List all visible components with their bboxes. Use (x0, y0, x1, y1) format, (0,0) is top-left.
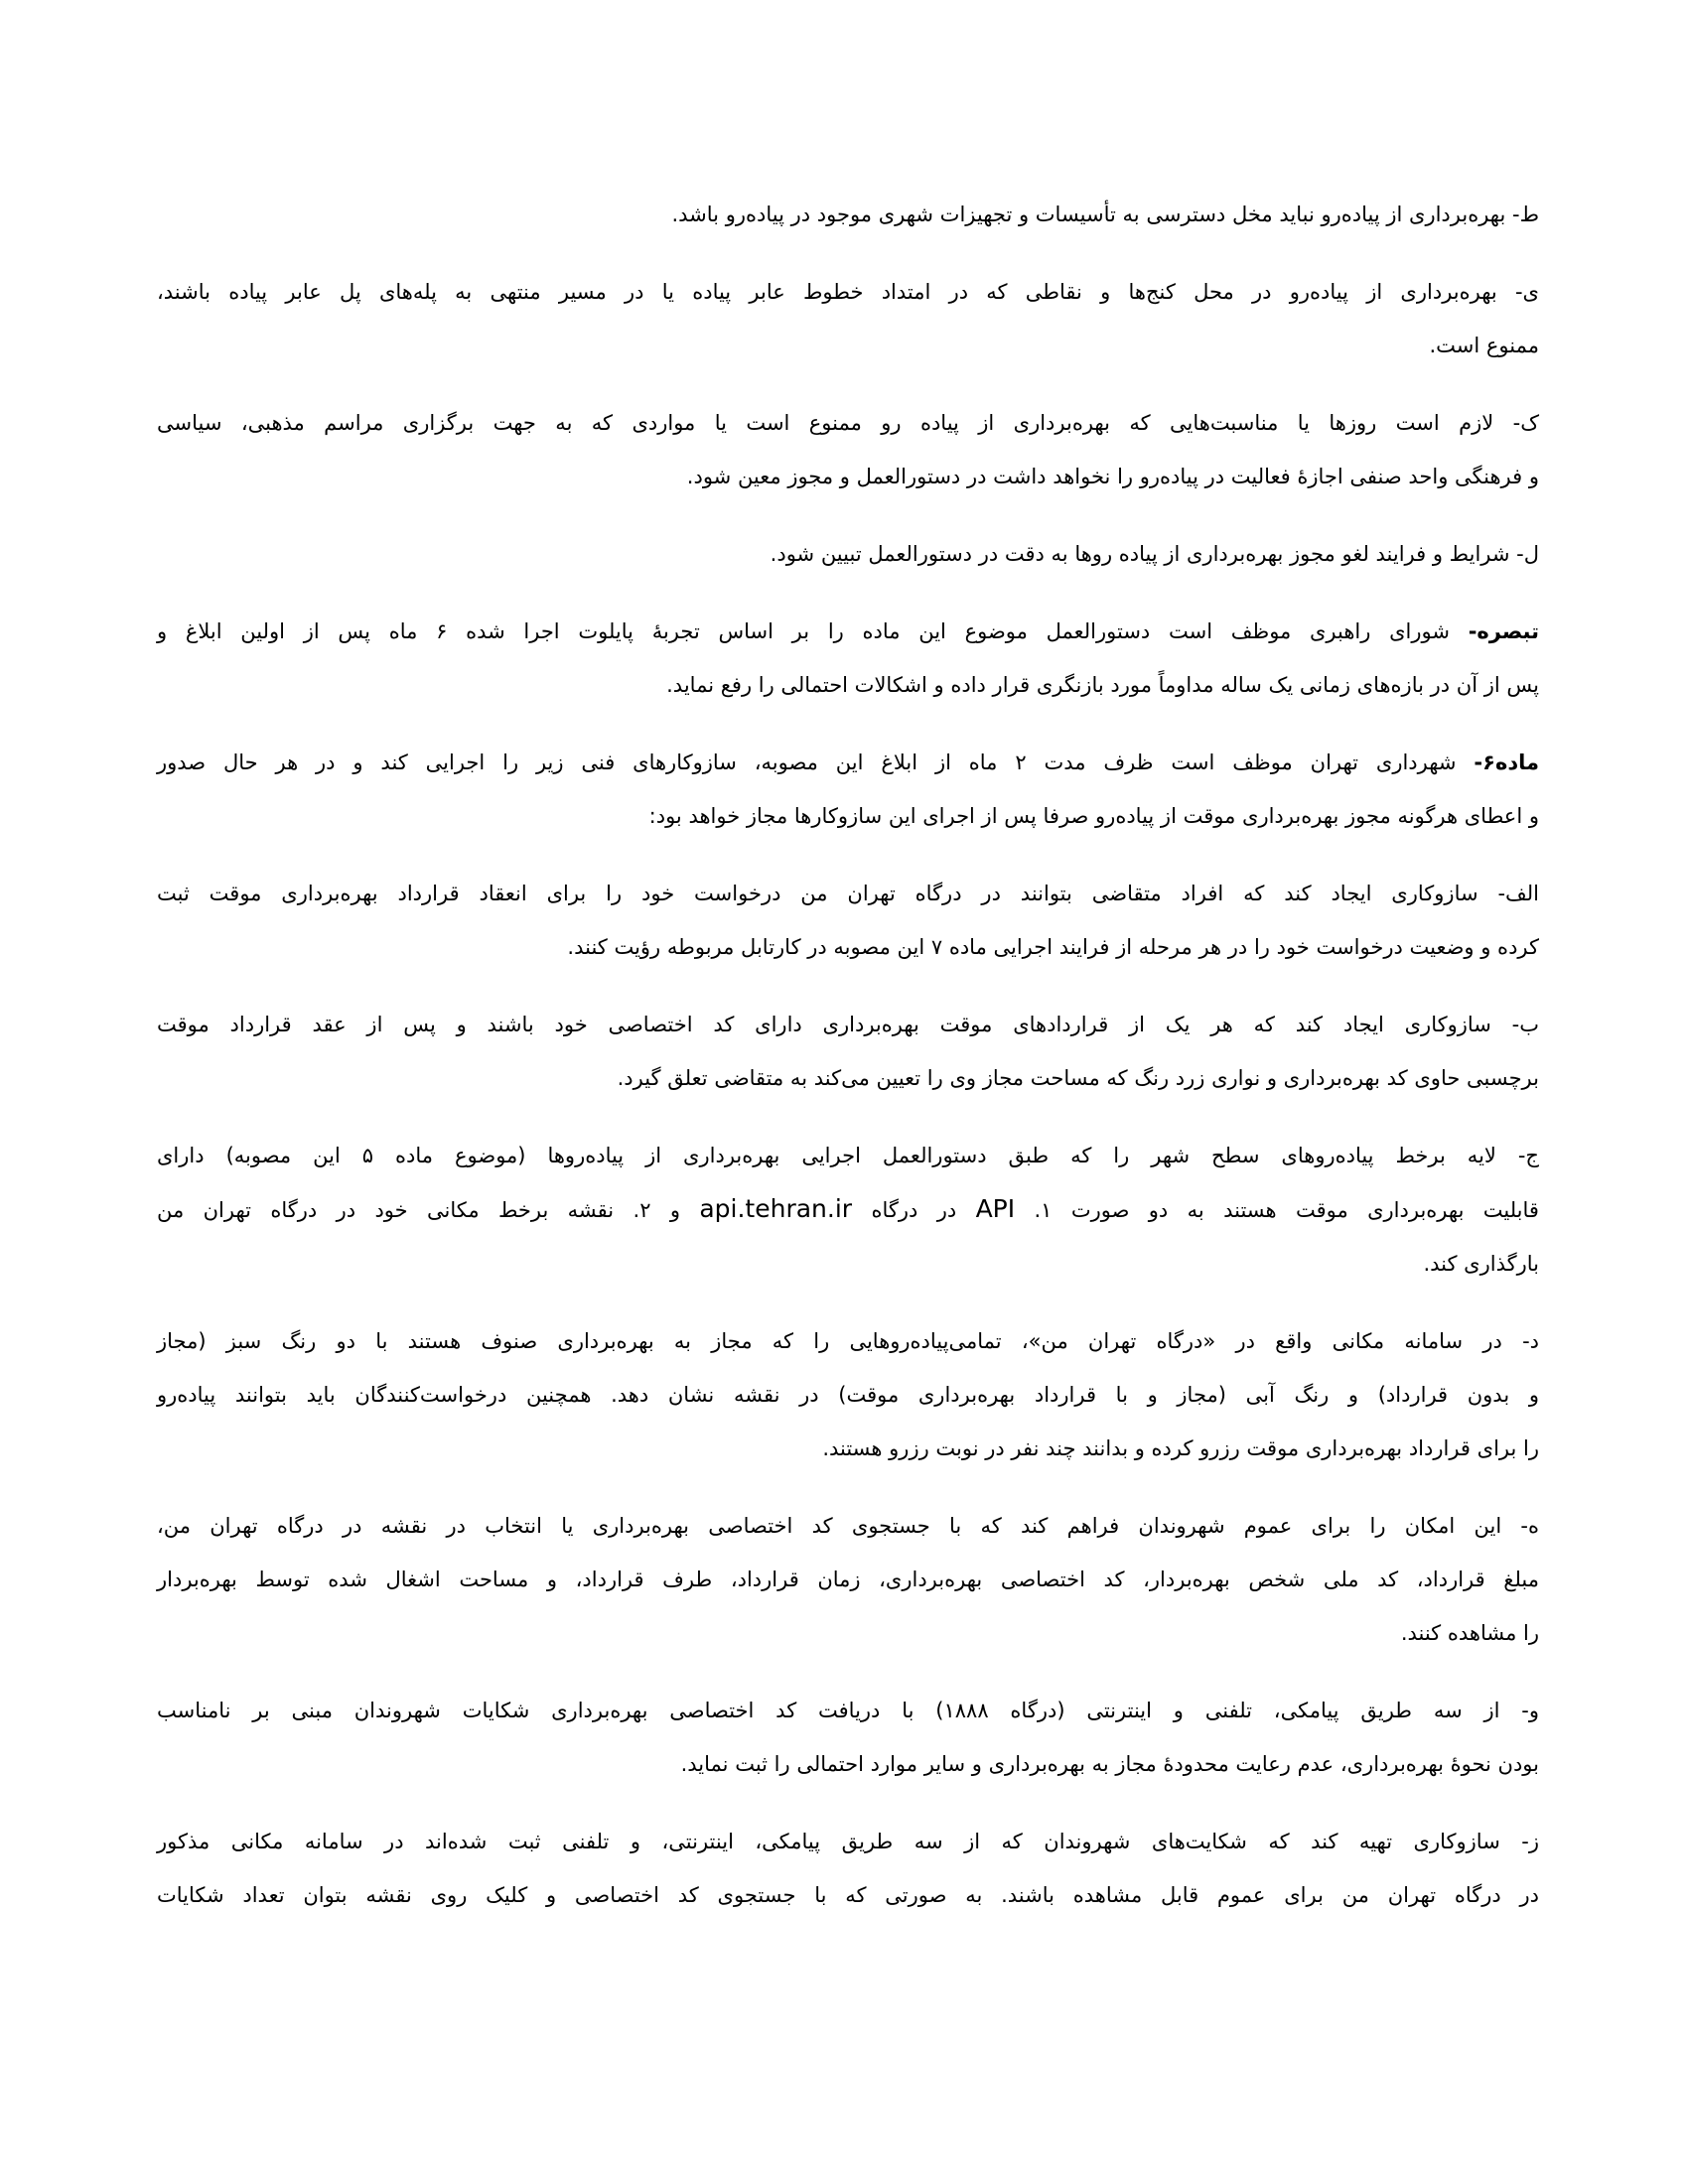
clause-jim-line-3: بارگذاری کند. (1423, 1252, 1539, 1276)
latin-text: API (975, 1194, 1016, 1223)
clause-alef (157, 867, 1539, 974)
note-tabsereh-line-2: پس از آن در بازه‌های زمانی یک ساله مداوماً مورد بازنگری قرار داده و اشکالات احتمالی را رفع نماید. (666, 673, 1539, 697)
clause-jim-line-1: ج- لایه برخط پیاده‌روهای سطح شهر را که طبق دستورالعمل اجرایی بهره‌برداری از پیاده‌روها (موضوع ماده ۵ این مصوبه) دارای (157, 1144, 1539, 1167)
bold-lead: تبصره- (1468, 619, 1540, 643)
clause-vav-line-2: بودن نحوهٔ بهره‌برداری، عدم رعایت محدودهٔ مجاز به بهره‌برداری و سایر موارد احتمالی را ثبت نماید. (680, 1752, 1539, 1776)
clause-kaf-line-1: ک- لازم است روزها یا مناسبت‌هایی که بهره‌برداری از پیاده رو ممنوع است یا مواردی که به جهت برگزاری مراسم مذهبی، سیاسی (157, 411, 1539, 435)
clause-be-line-1: ب- سازوکاری ایجاد کند که هر یک از قراردادهای موقت بهره‌برداری دارای کد اختصاصی خود باشند و پس از عقد قرارداد موقت (157, 1013, 1539, 1036)
clause-kaf (157, 396, 1539, 503)
latin-text: api.tehran.ir (699, 1194, 853, 1223)
clause-lam-line-1: ل- شرایط و فرایند لغو مجوز بهره‌برداری از پیاده روها به دقت در دستورالعمل تبیین شود. (770, 542, 1539, 566)
clause-be-line-2: برچسبی حاوی کد بهره‌برداری و نواری زرد رنگ که مساحت مجاز وی را تعیین می‌کند به متقاضی تعلق گیرد. (617, 1066, 1539, 1090)
clause-ya-line-2: ممنوع است. (1429, 334, 1539, 357)
document-body (157, 188, 1539, 1946)
clause-dal (157, 1314, 1539, 1475)
clause-vav-line-1: و- از سه طریق پیامکی، تلفنی و اینترنتی (درگاه ۱۸۸۸) با دریافت کد اختصاصی بهره‌برداری شکایات شهروندان مبنی بر نامناسب (157, 1699, 1540, 1722)
clause-he-line-2: مبلغ قرارداد، کد ملی شخص بهره‌بردار، کد اختصاصی بهره‌برداری، زمان قرارداد، طرف قرارداد، و مساحت اشغال شده توسط بهره‌بردار (157, 1568, 1539, 1591)
clause-ze-line-1: ز- سازوکاری تهیه کند که شکایت‌های شهروندان که از سه طریق پیامکی، اینترنتی، و تلفنی ثبت شده‌اند در سامانه مکانی مذکور (157, 1830, 1539, 1853)
clause-jim (157, 1129, 1539, 1291)
clause-he (157, 1499, 1539, 1660)
clause-he-line-3: را مشاهده کنند. (1400, 1621, 1539, 1645)
clause-ya-line-1: ی- بهره‌برداری از پیاده‌رو در محل کنج‌ها و نقاطی که در امتداد خطوط عابر پیاده یا در مسیر منتهی به پله‌های پل عابر پیاده باشند، (157, 280, 1539, 304)
clause-ze (157, 1815, 1539, 1922)
article-6-line-2: و اعطای هرگونه مجوز بهره‌برداری موقت از پیاده‌رو صرفا پس از اجرای این سازوکارها مجاز خواهد بود: (648, 804, 1539, 828)
clause-ya (157, 265, 1539, 372)
clause-vav (157, 1684, 1539, 1791)
clause-ze-line-2: در درگاه تهران من برای عموم قابل مشاهده باشند. به صورتی که با جستجوی کد اختصاصی و کلیک روی نقشه بتوان تعداد شکایات (157, 1883, 1539, 1907)
bold-lead: ماده۶- (1474, 751, 1539, 774)
note-tabsereh-line-1: تبصره- شورای راهبری موظف است دستورالعمل موضوع این ماده را بر اساس تجربهٔ پایلوت اجرا شده ۶ ماه پس از اولین ابلاغ و (157, 619, 1540, 643)
clause-lam (157, 527, 1539, 581)
article-6-line-1: ماده۶- شهرداری تهران موظف است ظرف مدت ۲ ماه از ابلاغ این مصوبه، سازوکارهای فنی زیر را اجرایی کند و در هر حال صدور (157, 751, 1539, 774)
clause-jim-line-2: قابلیت بهره‌برداری موقت هستند به دو صورت ۱. API در درگاه api.tehran.ir و ۲. نقشه برخط مکانی خود در درگاه تهران من (157, 1194, 1539, 1223)
clause-he-line-1: ه- این امکان را برای عموم شهروندان فراهم کند که با جستجوی کد اختصاصی بهره‌برداری یا انتخاب در نقشه در درگاه تهران من، (157, 1514, 1539, 1538)
clause-ta-line-1: ط- بهره‌برداری از پیاده‌رو نباید مخل دسترسی به تأسیسات و تجهیزات شهری موجود در پیاده‌رو باشد. (671, 203, 1539, 226)
clause-alef-line-2: کرده و وضعیت درخواست خود را در هر مرحله از فرایند اجرایی ماده ۷ این مصوبه در کارتابل مربوطه رؤیت کنند. (567, 935, 1539, 959)
clause-dal-line-3: را برای قرارداد بهره‌برداری موقت رزرو کرده و بدانند چند نفر در نوبت رزرو هستند. (822, 1436, 1539, 1460)
clause-dal-line-1: د- در سامانه مکانی واقع در «درگاه تهران من»، تمامی‌پیاده‌روهایی را که مجاز به بهره‌برداری صنوف هستند با دو رنگ سبز (مجاز (157, 1329, 1539, 1353)
clause-be (157, 998, 1539, 1105)
clause-alef-line-1: الف- سازوکاری ایجاد کند که افراد متقاضی بتوانند در درگاه تهران من درخواست خود را برای انعقاد قرارداد بهره‌برداری موقت ثبت (157, 882, 1539, 905)
clause-ta (157, 188, 1539, 241)
article-6 (157, 736, 1539, 843)
note-tabsereh (157, 605, 1539, 712)
clause-kaf-line-2: و فرهنگی واحد صنفی اجازهٔ فعالیت در پیاده‌رو را نخواهد داشت در دستورالعمل و مجوز معین شود. (686, 465, 1539, 488)
clause-dal-line-2: و بدون قرارداد) و رنگ آبی (مجاز و با قرارداد بهره‌برداری موقت) در نقشه نشان دهد. همچنین درخواست‌کنندگان باید بتوانند پیاده‌رو (157, 1383, 1539, 1407)
